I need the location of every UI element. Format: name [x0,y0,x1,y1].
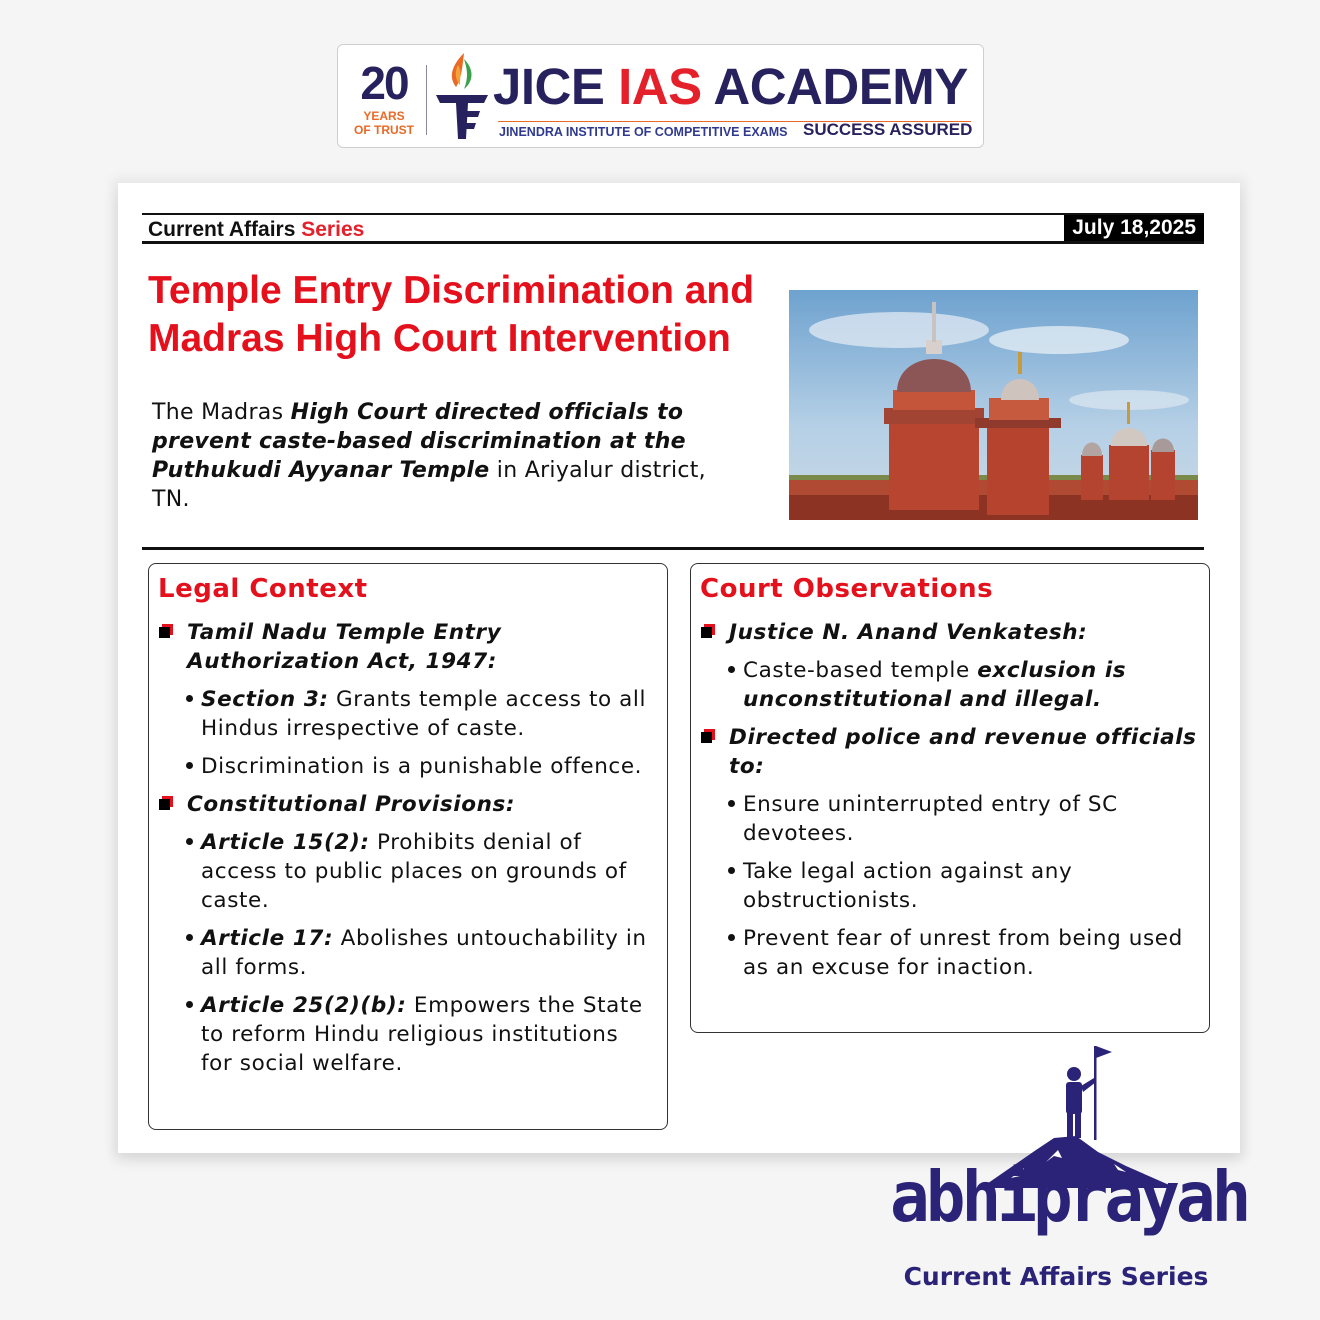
bullet-dot-icon [728,666,735,673]
brand-name-academy: ACADEMY [701,58,968,115]
series-prefix: Current Affairs [148,218,302,241]
list-item [157,828,655,915]
years-label [349,109,419,137]
observation-group-heading [699,723,1197,781]
legal-context-box [148,563,668,1130]
court-observations-box [690,563,1210,1033]
brand-name [493,59,968,115]
court-building-image [789,290,1198,520]
item-text: Discrimination is a punishable offence. [201,754,643,779]
brand-name-ias: IAS [618,58,702,115]
section-divider [142,547,1204,550]
series-label [148,218,364,242]
bullet-dot-icon [186,934,193,941]
bullet-dot-icon [186,695,193,702]
brand-divider [426,65,427,135]
article-summary [152,398,712,514]
abhiprayah-wordmark: abhiprayah [890,1157,1248,1238]
item-bold: Article 25(2)(b): [201,993,407,1018]
group-heading-text: Constitutional Provisions: [187,792,516,817]
abhiprayah-series-label: Current Affairs Series [903,1262,1209,1291]
legal-group-heading [157,790,655,819]
bullet-dot-icon [728,867,735,874]
square-bullet-icon [701,730,715,744]
series-highlight: Series [301,218,365,241]
item-text: Abolishes untouchability in all forms. [201,926,647,980]
item-text: Prevent fear of unrest from being used as an excuse for inaction. [743,926,1183,980]
item-bold: Article 15(2): [201,830,370,855]
square-bullet-icon [701,625,715,639]
series-bar [142,213,1204,244]
bullet-dot-icon [186,838,193,845]
bullet-dot-icon [728,800,735,807]
bullet-dot-icon [186,1001,193,1008]
years-number: 20 [360,57,408,109]
item-bold: Section 3: [201,687,329,712]
item-bold: Article 17: [201,926,334,951]
list-item [157,924,655,982]
high-court-illustration [789,290,1198,520]
article-card [118,183,1240,1153]
item-text: Take legal action against any obstructionists. [743,859,1073,913]
legal-context-body [157,618,655,1087]
years-label-line2: OF TRUST [354,123,414,137]
summary-pre: The Madras [152,400,291,425]
abhiprayah-logo [886,1040,1248,1300]
observation-group-heading [699,618,1197,647]
legal-group-heading [157,618,655,676]
brand-banner [337,44,984,148]
item-text: Caste-based temple [743,658,978,683]
list-item [157,752,655,781]
square-bullet-icon [159,625,173,639]
brand-subtitle: JINENDRA INSTITUTE OF COMPETITIVE EXAMS [499,125,788,139]
brand-tagline: SUCCESS ASSURED [803,120,973,139]
list-item [157,991,655,1078]
group-heading-text: Tamil Nadu Temple Entry Authorization Act, 1947: [187,620,502,674]
summary-post: in Ariyalur district, TN. [152,458,706,512]
years-label-line1: YEARS [363,109,405,123]
court-observations-body [699,618,1197,991]
list-item [699,656,1197,714]
court-observations-title: Court Observations [700,574,994,604]
list-item [157,685,655,743]
square-bullet-icon [159,797,173,811]
item-text: Prohibits denial of access to public places on grounds of caste. [201,830,627,913]
list-item [699,857,1197,915]
group-heading-text: Justice N. Anand Venkatesh: [729,620,1088,645]
torch-icon [434,51,490,141]
item-bold: exclusion is unconstitutional and illegal. [743,658,1127,712]
item-text: Ensure uninterrupted entry of SC devotees. [743,792,1118,846]
legal-context-title: Legal Context [158,574,368,604]
bullet-dot-icon [728,934,735,941]
brand-name-jice: JICE [493,58,619,115]
item-text: Grants temple access to all Hindus irrespective of caste. [201,687,647,741]
list-item [699,924,1197,982]
list-item [699,790,1197,848]
item-text: Empowers the State to reform Hindu religious institutions for social welfare. [201,993,643,1076]
date-badge: July 18,2025 [1064,215,1204,241]
bullet-dot-icon [186,762,193,769]
summary-bold: High Court directed officials to prevent caste-based discrimination at the Puthukudi Ayyanar Temple [152,400,686,483]
group-heading-text: Directed police and revenue officials to: [729,725,1197,779]
article-title: Temple Entry Discrimination and Madras High Court Intervention [148,269,755,360]
